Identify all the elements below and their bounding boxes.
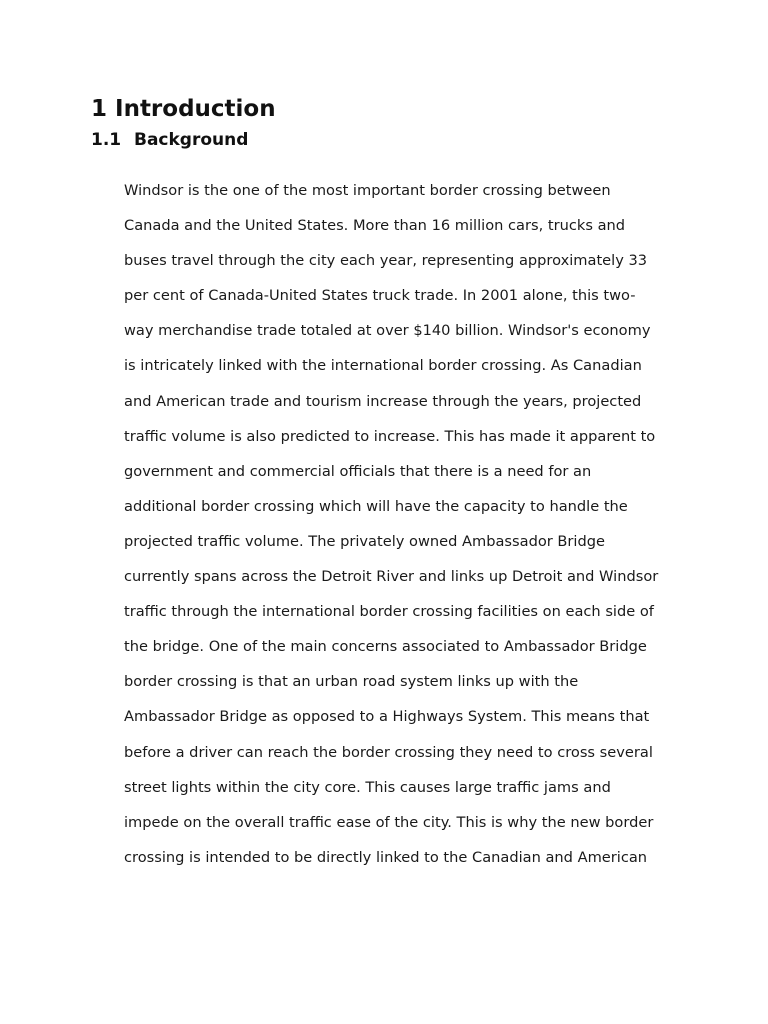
paragraph-line: projected traffic volume. The privately owned Ambassador Bridge [124,532,605,550]
paragraph-line: Windsor is the one of the most important border crossing between [124,182,611,199]
paragraph-line: per cent of Canada-United States truck trade. In 2001 alone, this two- [124,287,636,305]
paragraph-line: and American trade and tourism increase through the years, projected [124,392,642,410]
paragraph-line: government and commercial officials that there is a need for an [124,462,592,480]
paragraph-line: Ambassador Bridge as opposed to a Highways System. This means that [124,708,650,726]
paragraph-line: way merchandise trade totaled at over $140 billion. Windsor's economy [124,322,651,340]
paragraph-line: currently spans across the Detroit River and links up Detroit and Windsor [124,568,659,586]
paragraph-line: Canada and the United States. More than 16 million cars, trucks and [124,217,626,235]
paragraph-line: crossing is intended to be directly linked to the Canadian and American [124,848,648,866]
paragraph-line: buses travel through the city each year, representing approximately 33 [124,252,648,270]
paragraph-line: traffic through the international border crossing facilities on each side of [124,603,654,621]
paragraph-line: before a driver can reach the border crossing they need to cross several [124,743,653,761]
paragraph-line: traffic volume is also predicted to increase. This has made it apparent to [124,427,656,445]
paragraph-line: is intricately linked with the international border crossing. As Canadian [124,357,642,375]
paragraph-line: street lights within the city core. This causes large traffic jams and [124,778,611,796]
subsection-number: 1.1 [91,130,122,150]
subsection-heading [91,128,248,152]
subsection-title: Background [134,130,249,150]
section-heading: 1 Introduction [91,96,276,122]
paragraph-line: impede on the overall traffic ease of the city. This is why the new border [124,813,654,831]
paragraph-line: additional border crossing which will have the capacity to handle the [124,497,628,515]
paragraph-line: the bridge. One of the main concerns associated to Ambassador Bridge [124,638,647,656]
paragraph-line: border crossing is that an urban road system links up with the [124,673,579,691]
body-paragraph [124,173,704,875]
